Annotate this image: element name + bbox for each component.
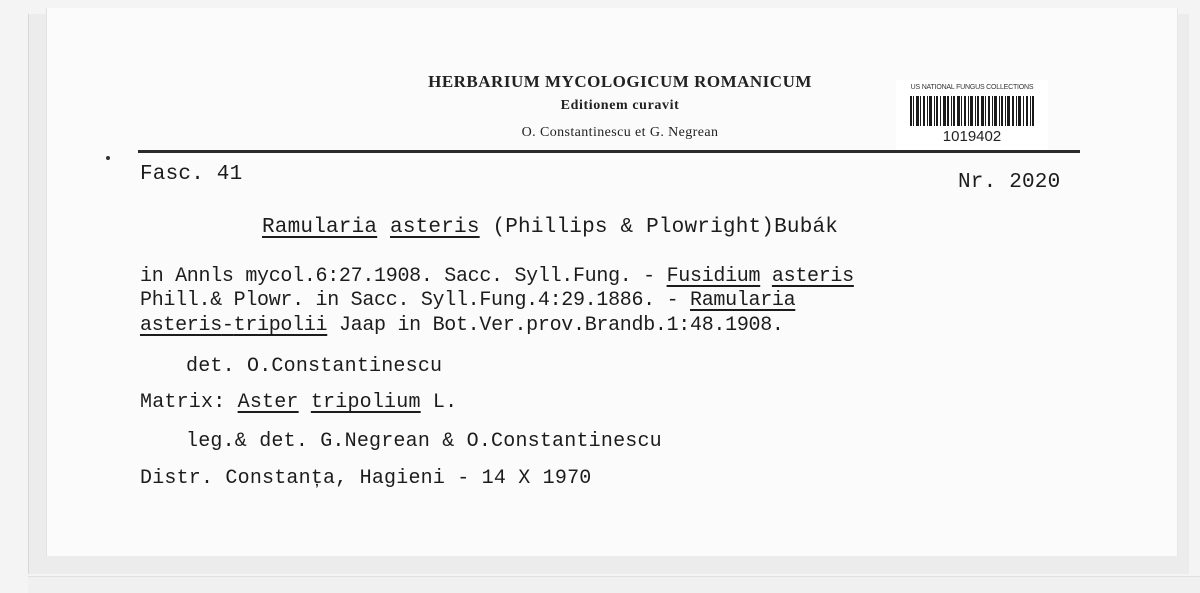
synonym-2-genus: Ramularia [690, 289, 796, 312]
species-authority: (Phillips & Plowright)Bubák [479, 216, 839, 239]
locality-line: Distr. Constanța, Hagieni - 14 X 1970 [140, 467, 592, 490]
synonym-epithet: asteris [771, 265, 854, 288]
citation-line-1 [140, 264, 854, 290]
fascicle-number: Fasc. 41 [140, 163, 243, 186]
synonym-2-epithet-a: asteris [140, 314, 222, 337]
edition-line: Editionem curavit [560, 98, 680, 113]
host-epithet: tripolium [310, 391, 421, 414]
barcode-collection-name: US NATIONAL FUNGUS COLLECTIONS [910, 84, 1034, 91]
species-epithet: asteris [390, 216, 480, 239]
barcode-sticker [896, 80, 1048, 152]
citation-line-3: asteris-tripolii Jaap in Bot.Ver.prov.Brandb.1:48.1908. [140, 314, 784, 337]
institution-title: HERBARIUM MYCOLOGICUM ROMANICUM [428, 72, 812, 91]
matrix-label: Matrix: [140, 391, 238, 414]
collectors-line: leg.& det. G.Negrean & O.Constantinescu [186, 430, 662, 453]
synonym-2-epithet-b: tripolii [233, 314, 328, 337]
barcode-icon [910, 96, 1034, 126]
matrix-line [140, 390, 457, 416]
species-name [262, 215, 838, 241]
host-genus: Aster [237, 391, 299, 414]
header-rule [138, 150, 1080, 153]
ink-dot [106, 156, 110, 160]
citation-line-2 [140, 288, 795, 314]
specimen-number: Nr. 2020 [958, 171, 1061, 194]
determination: det. O.Constantinescu [186, 355, 443, 378]
label-header [400, 70, 840, 146]
lower-sheet-edge [28, 576, 1200, 593]
citation-3-text: Jaap in Bot.Ver.prov.Brandb.1:48.1908. [327, 314, 784, 337]
citation-1-text: in Annls mycol.6:27.1908. Sacc. Syll.Fung. - [140, 265, 667, 288]
host-authority: L. [420, 391, 458, 414]
citation-2-text: Phill.& Plowr. in Sacc. Syll.Fung.4:29.1886. - [140, 289, 690, 312]
synonym-genus: Fusidium [666, 265, 761, 288]
barcode-number: 1019402 [942, 128, 1002, 145]
species-genus: Ramularia [262, 216, 378, 239]
editors-line: O. Constantinescu et G. Negrean [521, 125, 719, 140]
